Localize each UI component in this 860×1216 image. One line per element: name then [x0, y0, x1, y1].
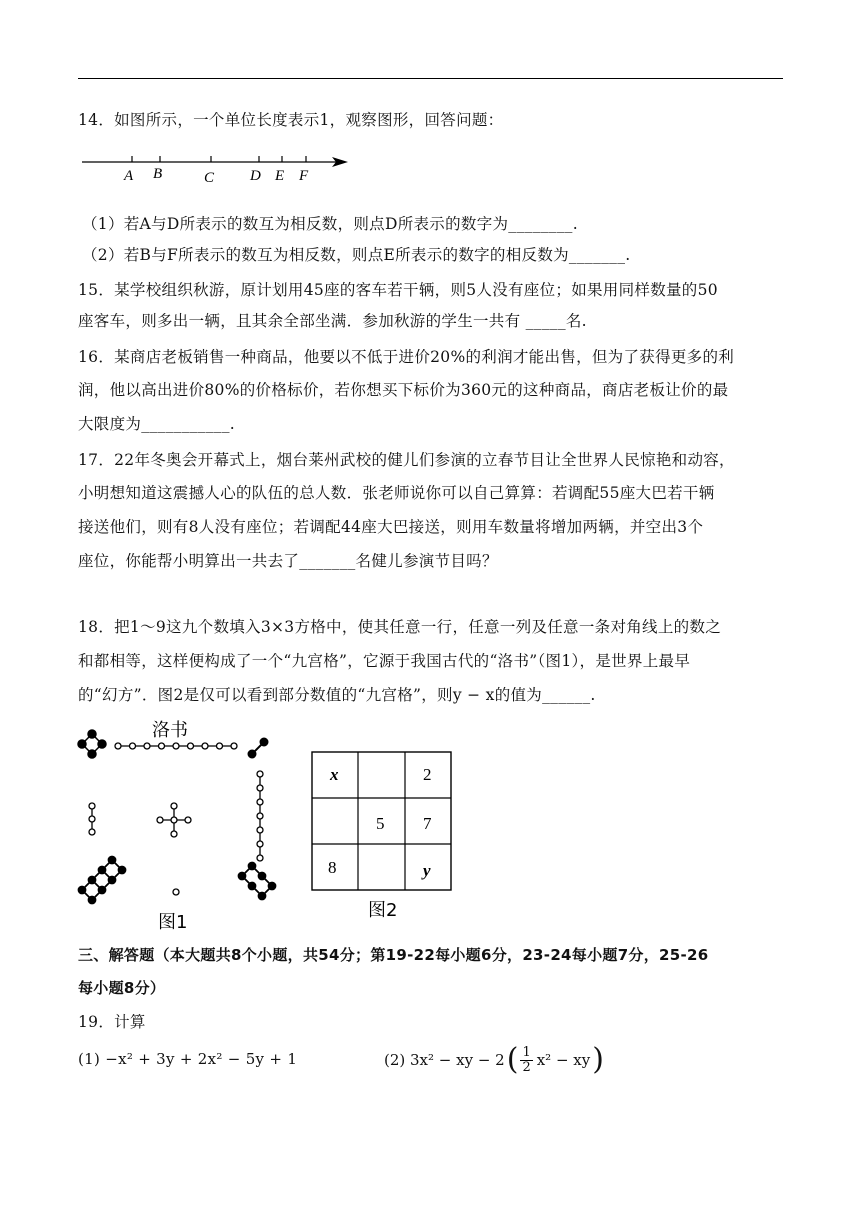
grid-cell-2-0: 8	[328, 858, 337, 877]
q15-line2: 座客车，则多出一辆，且其余全部坐满．参加秋游的学生一共有 _____名.	[78, 312, 587, 330]
luoshu-1-white	[173, 889, 179, 895]
luoshu-7-white	[257, 771, 263, 861]
fig1-title: 洛书	[152, 720, 188, 741]
q14-stem: 14．如图所示，一个单位长度表示1，观察图形，回答问题：	[78, 111, 504, 129]
grid-cell-2-2: y	[423, 861, 431, 880]
q17-line3: 接送他们，则有8人没有座位；若调配44座大巴接送，则用车数量将增加两辆，并空出3个	[78, 518, 704, 536]
luoshu-2-black	[249, 739, 268, 758]
q18-line2: 和都相等，这样便构成了一个“九宫格”，它源于我国古代的“洛书”（图1），是世界上最早	[78, 652, 691, 670]
magic-square-figure	[310, 750, 455, 925]
q19-part2-prefix: (2) 3x² − xy − 2	[384, 1051, 505, 1069]
q18-line1: 18．把1～9这九个数填入3×3方格中，使其任意一行，任意一列及任意一条对角线上的数之	[78, 618, 722, 636]
luoshu-9-white	[115, 743, 237, 749]
fraction	[520, 1046, 532, 1075]
section3-line2: 每小题8分）	[78, 979, 166, 997]
q16-line3: 大限度为___________.	[78, 415, 235, 433]
header-rule	[78, 78, 783, 79]
right-paren: )	[592, 1042, 604, 1077]
grid-cell-0-0: x	[330, 765, 339, 784]
number-line	[80, 150, 360, 190]
luoshu-8-black	[79, 857, 126, 904]
grid-cell-0-2: 2	[423, 765, 432, 784]
q19-part2-inner: x² − xy	[536, 1051, 591, 1069]
point-label-b: B	[153, 166, 163, 182]
point-label-f: F	[299, 168, 309, 184]
q14-part1: （1）若A与D所表示的数互为相反数，则点D所表示的数字为________.	[82, 215, 578, 233]
q16-line1: 16．某商店老板销售一种商品，他要以不低于进价20%的利润才能出售，但为了获得更多的利	[78, 348, 735, 366]
luoshu-5-white	[157, 803, 191, 837]
q17-line2: 小明想知道这震撼人心的队伍的总人数．张老师说你可以自己算算：若调配55座大巴若干辆	[78, 484, 715, 502]
section3-line1: 三、解答题（本大题共8个小题，共54分；第19-22每小题6分，23-24每小题7分，25-26	[78, 946, 709, 964]
fraction-numerator: 1	[522, 1044, 531, 1060]
point-label-d: D	[250, 168, 261, 184]
q16-line2: 润，他以高出进价80%的价格标价，若你想买下标价为360元的这种商品，商店老板让价的最	[78, 381, 729, 399]
luoshu-3-white	[89, 803, 95, 835]
luoshu-4-black	[78, 730, 106, 758]
point-label-a: A	[124, 168, 134, 184]
grid-cell-1-1: 5	[376, 814, 385, 833]
left-paren: (	[506, 1042, 519, 1077]
fraction-denominator: 2	[522, 1059, 531, 1075]
q19-part2	[384, 1040, 604, 1080]
grid-cell-1-2: 7	[423, 814, 432, 833]
q18-line3: 的“幻方”．图2是仅可以看到部分数值的“九宫格”，则y − x的值为______.	[78, 686, 596, 704]
q17-line1: 17．22年冬奥会开幕式上，烟台莱州武校的健儿们参演的立春节目让全世界人民惊艳和动容，	[78, 451, 735, 469]
q15-line1: 15．某学校组织秋游，原计划用45座的客车若干辆，则5人没有座位；如果用同样数量的50	[78, 281, 718, 299]
point-label-c: C	[204, 170, 215, 186]
luoshu-6-black	[239, 863, 276, 900]
point-label-e: E	[275, 168, 285, 184]
q19-part1: (1) −x² + 3y + 2x² − 5y + 1	[78, 1050, 298, 1068]
luoshu-figure	[76, 714, 286, 934]
q17-line4: 座位，你能帮小明算出一共去了_______名健儿参演节目吗？	[78, 552, 498, 570]
q14-part2: （2）若B与F所表示的数互为相反数，则点E所表示的数字的相反数为_______.	[82, 246, 631, 264]
fig2-caption: 图2	[368, 900, 398, 921]
q19-title: 19．计算	[78, 1013, 146, 1031]
fig1-caption: 图1	[158, 912, 188, 933]
